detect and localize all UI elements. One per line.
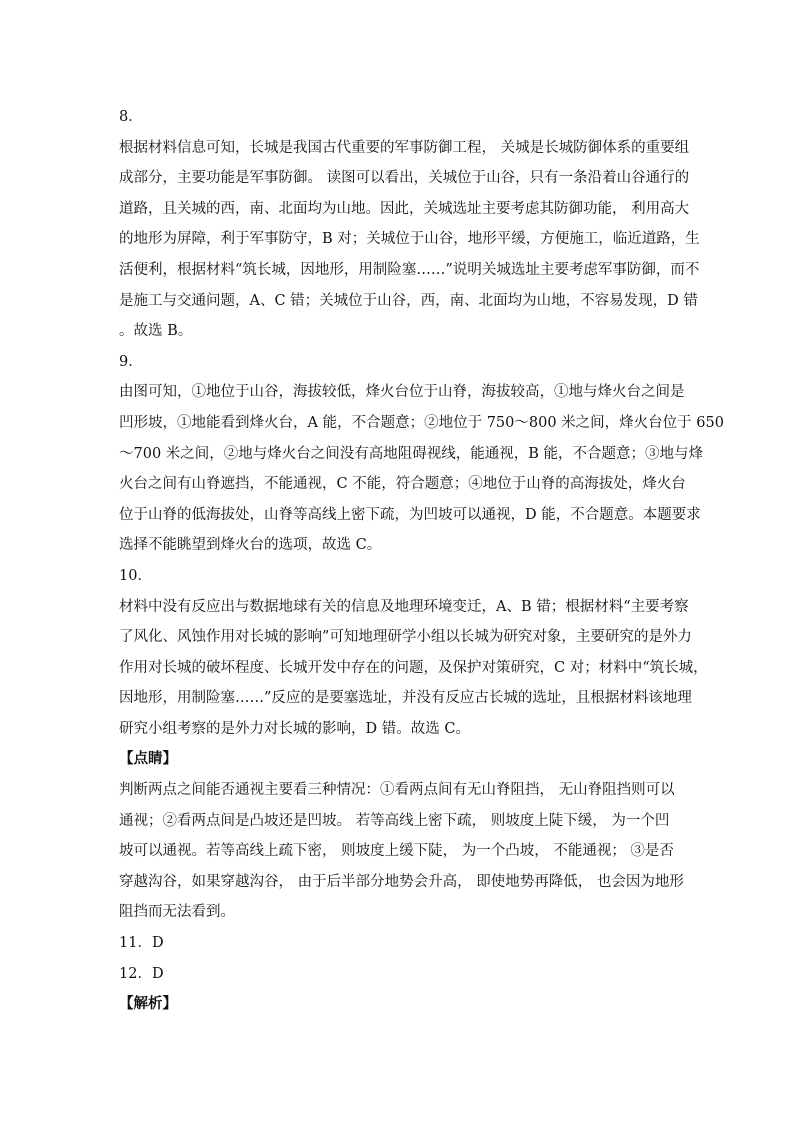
question-number (119, 959, 679, 990)
question-number (119, 347, 679, 378)
text-line: 8． (119, 109, 143, 125)
text-line: 的地形为屏障，利于军事防守，B 对；关城位于山谷，地形平缓，方便施工，临近道路，生 (119, 231, 700, 248)
section-heading (119, 989, 679, 1020)
text-line: 穿越沟谷，如果穿越沟谷， 由于后半部分地势会升高， 即使地势再降低， 也会因为地形 (119, 873, 684, 890)
text-line: 了风化、风蚀作用对长城的影响”可知地理研学小组以长城为研究对象，主要研究的是外力 (119, 629, 692, 646)
text-line: 位于山脊的低海拔处，山脊等高线上密下疏，为凹坡可以通视，D 能，不合题意。本题要求 (119, 506, 701, 523)
text-line: 火台之间有山脊遮挡，不能通视，C 不能，符合题意；④地位于山脊的高海拔处，烽火台 (119, 476, 686, 493)
text-line: 道路，且关城的西，南、北面均为山地。因此，关城选址主要考虑其防御功能， 利用高大 (119, 200, 690, 217)
text-line: 选择不能眺望到烽火台的选项，故选 C。 (119, 537, 382, 554)
explanation-paragraph (119, 377, 724, 561)
question-number (119, 928, 679, 959)
text-line: 凹形坡，①地能看到烽火台，A 能，不合题意；②地位于 750～800 米之间，烽火台位于 650 (119, 414, 724, 431)
text-line: 由图可知，①地位于山谷，海拔较低，烽火台位于山脊，海拔较高，①地与烽火台之间是 (119, 384, 685, 401)
text-line: 作用对长城的破坏程度、长城开发中存在的问题，及保护对策研究，C 对；材料中“筑长城， (119, 659, 708, 676)
text-line: 根据材料信息可知，长城是我国古代重要的军事防御工程， 关城是长城防御体系的重要组 (119, 139, 690, 156)
text-line: 研究小组考察的是外力对长城的影响，D 错。故选 C。 (119, 720, 470, 737)
text-line: 11．D (119, 935, 164, 952)
text-line: ～700 米之间，②地与烽火台之间没有高地阻碍视线，能通视，B 能，不合题意；③地与烽 (119, 445, 704, 462)
explanation-paragraph (119, 592, 708, 745)
text-line: 10． (119, 567, 152, 584)
text-line: 成部分，主要功能是军事防御。 读图可以看出，关城位于山谷，只有一条沿着山谷通行的 (119, 170, 690, 187)
section-heading (119, 744, 679, 775)
answer-explanations (119, 102, 724, 1020)
question-number (119, 561, 679, 592)
text-line: 9． (119, 353, 143, 370)
text-line: 活便利，根据材料“筑长城，因地形，用制险塞……”说明关城选址主要考虑军事防御，而不 (119, 261, 700, 278)
text-line: 12．D (119, 965, 164, 982)
text-line: 因地形，用制险塞……”反应的是要塞选址，并没有反应古长城的选址，且根据材料该地理 (119, 690, 692, 707)
text-line: 通视；②看两点间是凸坡还是凹坡。 若等高线上密下疏， 则坡度上陡下缓， 为一个凹 (119, 812, 670, 829)
text-line: 材料中没有反应出与数据地球有关的信息及地理环境变迁，A、B 错；根据材料“主要考察 (119, 598, 689, 615)
question-number (119, 102, 679, 133)
text-line: 。故选 B。 (119, 323, 193, 340)
text-line: 坡可以通视。若等高线上疏下密， 则坡度上缓下陡， 为一个凸坡， 不能通视； ③是否 (119, 843, 674, 860)
text-line: 阻挡而无法看到。 (119, 904, 235, 921)
explanation-paragraph (119, 775, 684, 928)
text-line: 判断两点之间能否通视主要看三种情况：①看两点间有无山脊阻挡， 无山脊阻挡则可以 (119, 782, 675, 799)
text-line: 【点睛】 (119, 750, 177, 768)
explanation-paragraph (119, 133, 700, 347)
text-line: 是施工与交通问题，A、C 错；关城位于山谷，西，南、北面均为山地，不容易发现，D 错 (119, 292, 698, 309)
text-line: 【解析】 (119, 995, 177, 1013)
